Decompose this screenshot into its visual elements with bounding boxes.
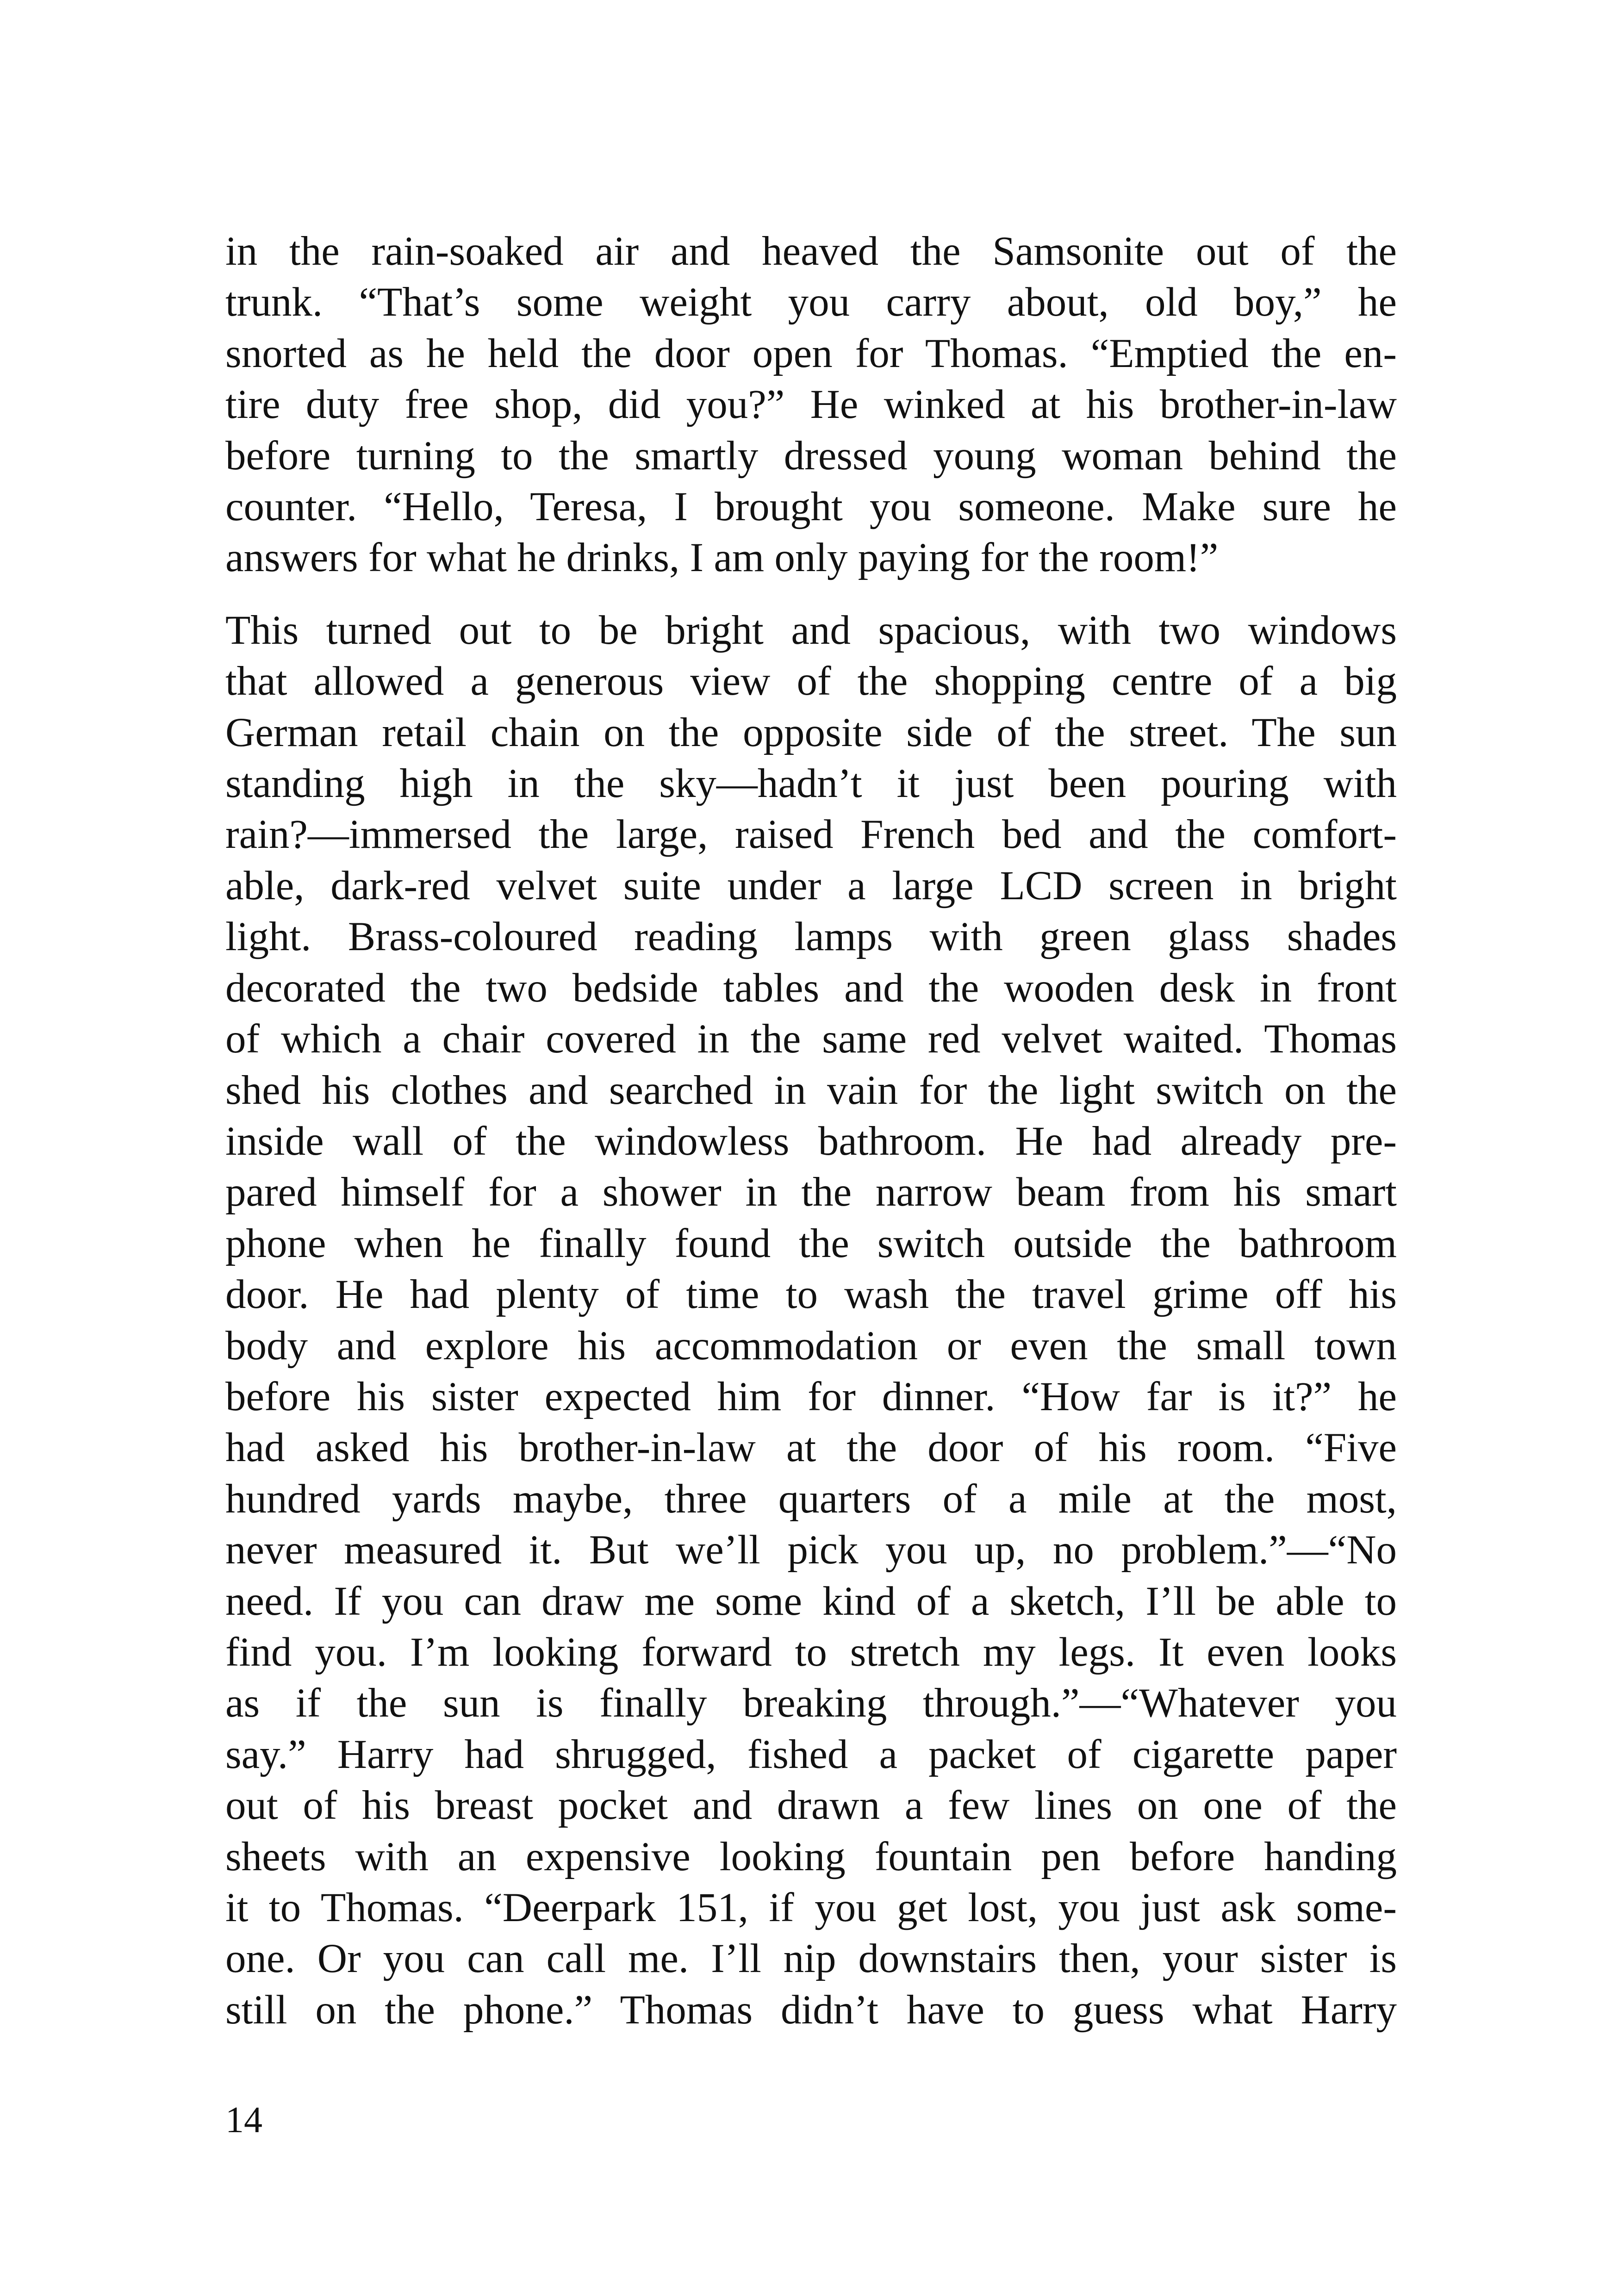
text-line: snorted as he held the door open for Thomas. “Emptied the en- bbox=[225, 330, 1397, 376]
paragraph-2 bbox=[225, 605, 1397, 2035]
body-text bbox=[225, 226, 1397, 2035]
text-line: answers for what he drinks, I am only paying for the room!” bbox=[225, 535, 1219, 581]
text-line: German retail chain on the opposite side of the street. The sun bbox=[225, 709, 1397, 755]
text-line: hundred yards maybe, three quarters of a mile at the most, bbox=[225, 1476, 1397, 1522]
text-line: tire duty free shop, did you?” He winked at his brother-in-law bbox=[225, 382, 1397, 428]
text-line: as if the sun is finally breaking through.”—“Whatever you bbox=[225, 1680, 1397, 1726]
text-line: say.” Harry had shrugged, fished a packet of cigarette paper bbox=[225, 1731, 1397, 1777]
text-line: sheets with an expensive looking fountain pen before handing bbox=[225, 1834, 1397, 1879]
text-line: never measured it. But we’ll pick you up, no problem.”—“No bbox=[225, 1527, 1397, 1573]
text-line: door. He had plenty of time to wash the travel grime off his bbox=[225, 1272, 1397, 1318]
text-line: pared himself for a shower in the narrow beam from his smart bbox=[225, 1170, 1397, 1215]
text-line: counter. “Hello, Teresa, I brought you someone. Make sure he bbox=[225, 484, 1397, 530]
text-line: out of his breast pocket and drawn a few lines on one of the bbox=[225, 1783, 1397, 1829]
text-line: need. If you can draw me some kind of a sketch, I’ll be able to bbox=[225, 1578, 1397, 1624]
text-line: able, dark-red velvet suite under a large LCD screen in bright bbox=[225, 863, 1397, 908]
text-line: light. Brass-coloured reading lamps with green glass shades bbox=[225, 914, 1397, 960]
text-line: still on the phone.” Thomas didn’t have to guess what Harry bbox=[225, 1987, 1397, 2033]
text-line: had asked his brother-in-law at the door of his room. “Five bbox=[225, 1425, 1397, 1471]
paragraph-1 bbox=[225, 226, 1397, 584]
text-line: phone when he finally found the switch outside the bathroom bbox=[225, 1220, 1397, 1266]
text-line: it to Thomas. “Deerpark 151, if you get lost, you just ask some- bbox=[225, 1885, 1397, 1930]
text-line: one. Or you can call me. I’ll nip downstairs then, your sister is bbox=[225, 1936, 1397, 1982]
text-line: decorated the two bedside tables and the wooden desk in front bbox=[225, 965, 1397, 1011]
text-line: body and explore his accommodation or even the small town bbox=[225, 1323, 1397, 1369]
page-number: 14 bbox=[225, 2100, 262, 2140]
text-line: that allowed a generous view of the shopping centre of a big bbox=[225, 659, 1397, 704]
text-line: trunk. “That’s some weight you carry about, old boy,” he bbox=[225, 280, 1397, 325]
text-line: rain?—immersed the large, raised French bed and the comfort- bbox=[225, 812, 1397, 858]
text-line: find you. I’m looking forward to stretch my legs. It even looks bbox=[225, 1629, 1397, 1675]
text-line: standing high in the sky—hadn’t it just been pouring with bbox=[225, 761, 1397, 807]
text-line: shed his clothes and searched in vain for the light switch on the bbox=[225, 1067, 1397, 1113]
text-line: before turning to the smartly dressed young woman behind the bbox=[225, 433, 1397, 479]
text-line: inside wall of the windowless bathroom. He had already pre- bbox=[225, 1118, 1397, 1164]
text-line: in the rain-soaked air and heaved the Samsonite out of the bbox=[225, 229, 1397, 274]
text-line: of which a chair covered in the same red velvet waited. Thomas bbox=[225, 1016, 1397, 1062]
text-line: before his sister expected him for dinner. “How far is it?” he bbox=[225, 1374, 1397, 1419]
text-line: This turned out to be bright and spacious, with two windows bbox=[225, 607, 1397, 653]
